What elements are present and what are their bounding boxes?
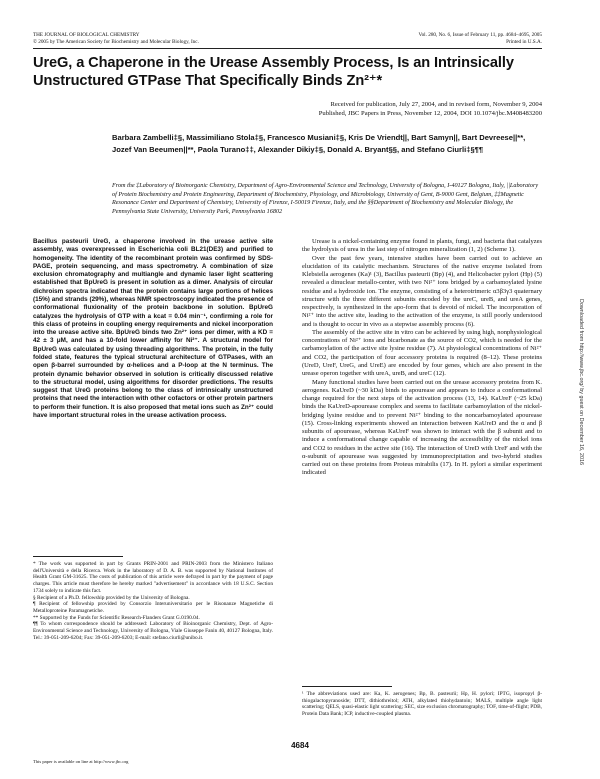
footnote: ¶¶ To whom correspondence should be addressed: Laboratory of Bioinorganic Chemistry, Dept. of Agro-Environmental Science and Technology, University of Bologna, Viale Giuseppe Fanin 40, 40127 Bologna, Italy. Tel.: 39-051-209-6204; Fax: 39-051-209-6203; E-mail: stefano.ciurli@unibo.it. (33, 621, 273, 641)
journal-header (33, 32, 199, 45)
footnotes-left (33, 556, 273, 641)
body-paragraph: The assembly of the active site in vitro can be achieved by using high, nonphysiological concentrations of Ni²⁺ ions and bicarbonate as the source of CO2, which is needed for the carbamoylation of the active site lysine residue (7). At physiological concentrations of Ni²⁺ and CO2, the participation of four accessory proteins is required (8–12). These proteins (UreD, UreF, UreG, and UreE) are encoded by four genes, which are also present in the urease operon together with ureA, ureB, and ureC (12). (302, 328, 542, 378)
body-paragraph: Urease is a nickel-containing enzyme found in plants, fungi, and bacteria that catalyzes the hydrolysis of urea in the last step of nitrogen mineralization (1, 2) (Scheme 1). (302, 238, 542, 254)
volume-info: Vol. 280, No. 6, Issue of February 11, pp. 4684–4695, 2005 (418, 32, 542, 38)
footnote: ** Supported by the Funds for Scientific Research-Flanders Grant G.0190.04. (33, 614, 200, 621)
footnote: ¹ The abbreviations used are: Ka, K. aerogenes; Bp, B. pasteurii; Hp, H. pylori; IPTG, isopropyl β-thiogalactopyranoside; DTT, dithiothreitol; ATH, alkylated thiohydantoin; MALS, multiple angle light scattering; QELS, quasi-elastic light scattering; SEC, size exclusion chromatography; TOF, time-of-flight; PDB, Protein Data Bank; ICP, inductive-coupled plasma. (302, 691, 542, 718)
copyright-line: © 2005 by The American Society for Biochemistry and Molecular Biology, Inc. (33, 38, 199, 45)
abstract: Bacillus pasteurii UreG, a chaperone involved in the urease active site assembly, was overexpressed in Escherichia coli BL21(DE3) and purified to homogeneity. The identity of the recombinant protein was confirmed by SDS-PAGE, protein sequencing, and mass spectrometry. A combination of size exclusion chromatography and multiangle and dynamic laser light scattering established that BpUreG is present in solution as a dimer. Analysis of circular dichroism spectra indicated that the protein contains large portions of helices (15%) and strands (29%), whereas NMR spectroscopy indicated the presence of conformational fluxionality of the protein backbone in solution. BpUreG catalyzes the hydrolysis of GTP with a kcat = 0.04 min⁻¹, confirming a role for this class of proteins in coupling energy requirements and nickel incorporation into the urease active site. BpUreG binds two Zn²⁺ ions per dimer, with a KD = 42 ± 3 μM, and has a 10-fold lower affinity for Ni²⁺. A structural model for BpUreG was calculated by using threading algorithms. The protein, in the fully folded state, features the typical structural architecture of GTPases, with an open β-barrel surrounded by α-helices and a P-loop at the N terminus. The protein dynamic behavior observed in solution is critically discussed relative to the structural model, using algorithms for disorder predictions. The results suggest that UreG proteins belong to the class of intrinsically unstructured proteins that need the interaction with other cofactors or other protein partners to perform their function. It is also proposed that metal ions such as Zn²⁺ could have important structural roles in the urease activation process. (33, 238, 273, 419)
footnote-rule (302, 686, 392, 687)
published-line: Published, JBC Papers in Press, November 12, 2004, DOI 10.1074/jbc.M408483200 (318, 109, 542, 117)
footnote: * The work was supported in part by Grants PRIN-2001 and PRIN-2003 from the Ministero Italiano dell'Università e della Ricerca. Work in the laboratory of D. A. B. was supported by National Institutes of Health Grant GM-31625. The costs of publication of this article were defrayed in part by the payment of page charges. This article must therefore be hereby marked "advertisement" in accordance with 18 U.S.C. Section 1734 solely to indicate this fact. (33, 561, 273, 594)
body-paragraph: Over the past few years, intensive studies have been carried out to achieve an elucidation of its catalytic mechanism. Structures of the native enzyme isolated from Klebsiella aerogenes (Ka)¹ (3), Bacillus pasteurii (Bp) (4), and Helicobacter pylori (Hp) (5) revealed a dinuclear metallo-center, with two Ni²⁺ ions bridged by a carbamoylated lysine residue and a hydroxide ion. The enzyme, consisting of a heterotrimeric α3β3γ3 quaternary structure with the three different subunits encoded by the ureC, ureB, and ureA genes, respectively, is synthesized in the apo-form that is devoid of nickel. The incorporation of Ni²⁺ into the active site, leading to the activation of the enzyme, is still poorly understood and is thought to occur in vivo as a stepwise assembly process (6). (302, 254, 542, 328)
footnotes-right (302, 686, 542, 718)
footnote: ¶ Recipient of fellowship provided by Consorzio Interuniversitario per le Risonanze Magnetiche di Metalloproteine Paramagnetiche. (33, 601, 273, 614)
footnote-rule (33, 556, 123, 557)
download-watermark: Downloaded from http://www.jbc.org/ by guest on December 16, 2016 (578, 298, 584, 466)
author-list: Barbara Zambelli‡§, Massimiliano Stola‡§, Francesco Musiani‡§, Kris De Vriendt||, Bart Samyn||, Bart Devreese||**, Jozef Van Beeumen||**, Paola Turano‡‡, Alexander Dikiy‡§, Donald A. Bryant§§, and Stefano Ciurli‡§¶¶ (112, 133, 526, 154)
footnote: § Recipient of a Ph.D. fellowship provided by the University of Bologna. (33, 594, 190, 601)
affiliations: From the ‡Laboratory of Bioinorganic Chemistry, Department of Agro-Environmental Science and Technology, University of Bologna, I-40127 Bologna, Italy, ||Laboratory of Protein Biochemistry and Protein Engineering, Department of Biochemistry, Physiology, and Microbiology, University of Gent, B-9000 Gent, Belgium, ‡‡Magnetic Resonance Center and Department of Chemistry, University of Firenze, I-50019 Firenze, Italy, and the §§Department of Biochemistry and Molecular Biology, the Pennsylvania State University, University Park, Pennsylvania 16802 (112, 182, 539, 215)
right-column (302, 238, 542, 478)
header-rule (33, 48, 542, 49)
article-title: UreG, a Chaperone in the Urease Assembly Process, Is an Intrinsically Unstructured GTPase That Specifically Binds Zn²⁺* (33, 55, 514, 89)
received-dates (42, 101, 542, 118)
journal-name: THE JOURNAL OF BIOLOGICAL CHEMISTRY (33, 32, 140, 38)
page-number: 4684 (291, 741, 309, 750)
printed-in: Printed in U.S.A. (506, 38, 542, 45)
left-column (33, 238, 273, 420)
availability-note: This paper is available on line at http://www.jbc.org (33, 759, 129, 764)
body-paragraph: Many functional studies have been carried out on the urease accessory proteins from K. aerogenes. KaUreD (~30 kDa) binds to apourease and appears to induce a conformational change required for the next steps of the activation process (13, 14). KaUreF (~25 kDa) binds the KaUreD-apourease complex and seems to facilitate carbamoylation of the nickel-bridging lysine residue and to prevent Ni²⁺ binding to the noncarbamoylated apourease (15). Cross-linking experiments showed an interaction between KaUreD and the α and β subunits of apourease, whereas KaUreF was shown to interact with the β subunit and to induce a conformational change capable of increasing the accessibility of the nickel ions and CO2 to residues in the active site (16). The interaction of UreD with UreF and with the α-subunit of apourease was suggested by immunoprecipitation and two-hybrid studies carried out on these proteins from Proteus mirabilis (17). In H. pylori a similar experiment indicated (302, 378, 542, 477)
volume-header (419, 32, 542, 45)
received-line: Received for publication, July 27, 2004, and in revised form, November 9, 2004 (330, 101, 542, 108)
